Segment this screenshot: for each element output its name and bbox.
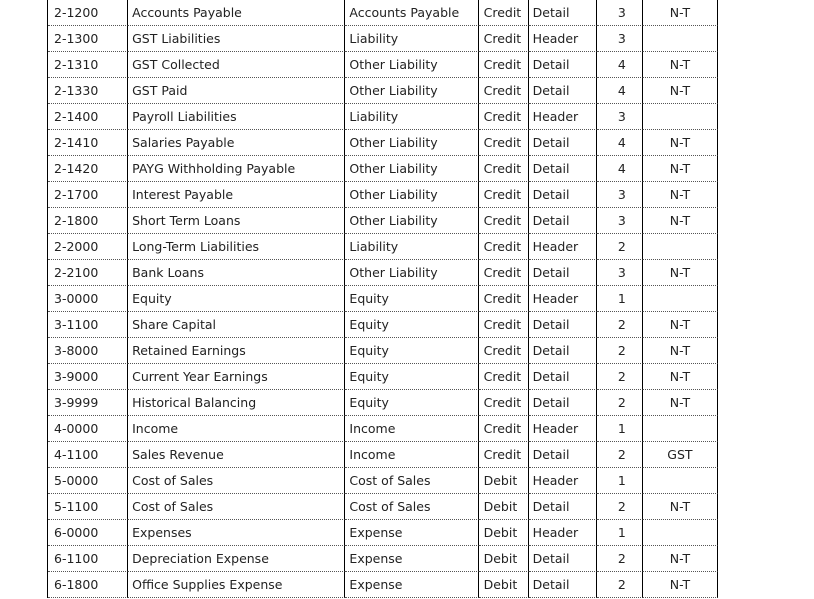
- account-name-cell: Accounts Payable: [128, 0, 345, 26]
- header-detail-cell: Header: [529, 520, 597, 546]
- table-row: [48, 312, 718, 338]
- debit-credit-cell: Credit: [479, 130, 529, 156]
- debit-credit-cell: Credit: [479, 260, 529, 286]
- debit-credit-cell: Credit: [479, 416, 529, 442]
- tax-code-cell: N-T: [643, 312, 718, 338]
- table-row: [48, 78, 718, 104]
- debit-credit-cell: Credit: [479, 208, 529, 234]
- header-detail-cell: Header: [529, 26, 597, 52]
- debit-credit-cell: Debit: [479, 494, 529, 520]
- table-row: [48, 416, 718, 442]
- tax-code-cell: [643, 26, 718, 52]
- tax-code-cell: N-T: [643, 364, 718, 390]
- table-row: [48, 182, 718, 208]
- tax-code-cell: [643, 104, 718, 130]
- account-code-cell: 6-0000: [48, 520, 128, 546]
- account-type-cell: Liability: [345, 104, 478, 130]
- account-type-cell: Other Liability: [345, 156, 478, 182]
- tax-code-cell: N-T: [643, 338, 718, 364]
- account-type-cell: Expense: [345, 572, 478, 598]
- tax-code-cell: GST: [643, 442, 718, 468]
- debit-credit-cell: Credit: [479, 286, 529, 312]
- account-type-cell: Other Liability: [345, 78, 478, 104]
- account-name-cell: Income: [128, 416, 345, 442]
- header-detail-cell: Detail: [529, 494, 597, 520]
- account-code-cell: 2-1700: [48, 182, 128, 208]
- debit-credit-cell: Credit: [479, 0, 529, 26]
- account-code-cell: 2-1330: [48, 78, 128, 104]
- account-level-cell: 3: [597, 104, 643, 130]
- tax-code-cell: [643, 286, 718, 312]
- header-detail-cell: Detail: [529, 52, 597, 78]
- header-detail-cell: Header: [529, 286, 597, 312]
- tax-code-cell: N-T: [643, 208, 718, 234]
- account-type-cell: Equity: [345, 286, 478, 312]
- header-detail-cell: Detail: [529, 338, 597, 364]
- header-detail-cell: Detail: [529, 364, 597, 390]
- tax-code-cell: [643, 468, 718, 494]
- debit-credit-cell: Credit: [479, 182, 529, 208]
- account-level-cell: 3: [597, 0, 643, 26]
- account-level-cell: 3: [597, 182, 643, 208]
- debit-credit-cell: Debit: [479, 546, 529, 572]
- account-level-cell: 2: [597, 546, 643, 572]
- account-type-cell: Equity: [345, 390, 478, 416]
- tax-code-cell: N-T: [643, 182, 718, 208]
- account-code-cell: 3-9000: [48, 364, 128, 390]
- table-row: [48, 260, 718, 286]
- account-type-cell: Other Liability: [345, 260, 478, 286]
- header-detail-cell: Detail: [529, 390, 597, 416]
- table-row: [48, 468, 718, 494]
- debit-credit-cell: Credit: [479, 312, 529, 338]
- account-level-cell: 4: [597, 78, 643, 104]
- tax-code-cell: N-T: [643, 572, 718, 598]
- account-name-cell: GST Paid: [128, 78, 345, 104]
- account-code-cell: 6-1800: [48, 572, 128, 598]
- header-detail-cell: Detail: [529, 442, 597, 468]
- account-type-cell: Equity: [345, 364, 478, 390]
- header-detail-cell: Detail: [529, 78, 597, 104]
- debit-credit-cell: Debit: [479, 520, 529, 546]
- account-code-cell: 3-1100: [48, 312, 128, 338]
- account-name-cell: Expenses: [128, 520, 345, 546]
- table-row: [48, 364, 718, 390]
- header-detail-cell: Header: [529, 104, 597, 130]
- table-body: [48, 0, 718, 598]
- account-name-cell: GST Liabilities: [128, 26, 345, 52]
- header-detail-cell: Detail: [529, 182, 597, 208]
- account-name-cell: Share Capital: [128, 312, 345, 338]
- chart-of-accounts-table: [47, 0, 718, 598]
- debit-credit-cell: Credit: [479, 234, 529, 260]
- table-row: [48, 156, 718, 182]
- table-row: [48, 390, 718, 416]
- account-name-cell: Current Year Earnings: [128, 364, 345, 390]
- account-type-cell: Expense: [345, 520, 478, 546]
- account-code-cell: 3-9999: [48, 390, 128, 416]
- account-level-cell: 2: [597, 312, 643, 338]
- account-level-cell: 3: [597, 208, 643, 234]
- account-level-cell: 2: [597, 494, 643, 520]
- account-level-cell: 2: [597, 338, 643, 364]
- account-type-cell: Income: [345, 416, 478, 442]
- account-name-cell: Sales Revenue: [128, 442, 345, 468]
- tax-code-cell: [643, 520, 718, 546]
- account-level-cell: 2: [597, 364, 643, 390]
- account-type-cell: Cost of Sales: [345, 468, 478, 494]
- account-level-cell: 2: [597, 234, 643, 260]
- table-row: [48, 130, 718, 156]
- table-row: [48, 338, 718, 364]
- tax-code-cell: N-T: [643, 52, 718, 78]
- header-detail-cell: Detail: [529, 156, 597, 182]
- tax-code-cell: N-T: [643, 156, 718, 182]
- header-detail-cell: Detail: [529, 260, 597, 286]
- table-row: [48, 286, 718, 312]
- account-name-cell: Historical Balancing: [128, 390, 345, 416]
- account-name-cell: Depreciation Expense: [128, 546, 345, 572]
- account-name-cell: Equity: [128, 286, 345, 312]
- account-code-cell: 6-1100: [48, 546, 128, 572]
- table-row: [48, 520, 718, 546]
- header-detail-cell: Header: [529, 416, 597, 442]
- table-row: [48, 208, 718, 234]
- account-type-cell: Cost of Sales: [345, 494, 478, 520]
- account-level-cell: 4: [597, 52, 643, 78]
- account-code-cell: 4-0000: [48, 416, 128, 442]
- account-code-cell: 5-1100: [48, 494, 128, 520]
- account-level-cell: 1: [597, 286, 643, 312]
- account-code-cell: 2-1420: [48, 156, 128, 182]
- account-level-cell: 3: [597, 260, 643, 286]
- account-code-cell: 2-2000: [48, 234, 128, 260]
- account-code-cell: 2-1800: [48, 208, 128, 234]
- account-type-cell: Other Liability: [345, 52, 478, 78]
- account-type-cell: Other Liability: [345, 130, 478, 156]
- debit-credit-cell: Credit: [479, 364, 529, 390]
- table-row: [48, 234, 718, 260]
- debit-credit-cell: Credit: [479, 338, 529, 364]
- account-name-cell: Payroll Liabilities: [128, 104, 345, 130]
- header-detail-cell: Header: [529, 468, 597, 494]
- header-detail-cell: Detail: [529, 208, 597, 234]
- account-name-cell: Short Term Loans: [128, 208, 345, 234]
- account-code-cell: 2-1400: [48, 104, 128, 130]
- account-level-cell: 1: [597, 520, 643, 546]
- header-detail-cell: Detail: [529, 546, 597, 572]
- account-type-cell: Equity: [345, 312, 478, 338]
- table-row: [48, 572, 718, 598]
- account-code-cell: 2-1200: [48, 0, 128, 26]
- table-row: [48, 442, 718, 468]
- accounts-table-wrapper: [47, 0, 718, 598]
- table-row: [48, 546, 718, 572]
- account-code-cell: 4-1100: [48, 442, 128, 468]
- account-code-cell: 2-2100: [48, 260, 128, 286]
- table-row: [48, 104, 718, 130]
- table-row: [48, 0, 718, 26]
- debit-credit-cell: Credit: [479, 104, 529, 130]
- account-name-cell: GST Collected: [128, 52, 345, 78]
- account-name-cell: Office Supplies Expense: [128, 572, 345, 598]
- tax-code-cell: N-T: [643, 0, 718, 26]
- account-name-cell: Bank Loans: [128, 260, 345, 286]
- debit-credit-cell: Credit: [479, 442, 529, 468]
- account-name-cell: Interest Payable: [128, 182, 345, 208]
- header-detail-cell: Detail: [529, 130, 597, 156]
- account-name-cell: Cost of Sales: [128, 468, 345, 494]
- header-detail-cell: Detail: [529, 312, 597, 338]
- header-detail-cell: Detail: [529, 0, 597, 26]
- account-level-cell: 2: [597, 390, 643, 416]
- debit-credit-cell: Credit: [479, 156, 529, 182]
- account-name-cell: Long-Term Liabilities: [128, 234, 345, 260]
- account-name-cell: Retained Earnings: [128, 338, 345, 364]
- account-code-cell: 5-0000: [48, 468, 128, 494]
- account-name-cell: PAYG Withholding Payable: [128, 156, 345, 182]
- account-code-cell: 2-1310: [48, 52, 128, 78]
- debit-credit-cell: Credit: [479, 390, 529, 416]
- account-type-cell: Liability: [345, 234, 478, 260]
- account-name-cell: Cost of Sales: [128, 494, 345, 520]
- account-type-cell: Other Liability: [345, 208, 478, 234]
- tax-code-cell: N-T: [643, 494, 718, 520]
- account-level-cell: 1: [597, 416, 643, 442]
- table-row: [48, 494, 718, 520]
- account-level-cell: 4: [597, 130, 643, 156]
- tax-code-cell: N-T: [643, 546, 718, 572]
- tax-code-cell: N-T: [643, 260, 718, 286]
- account-level-cell: 3: [597, 26, 643, 52]
- tax-code-cell: N-T: [643, 78, 718, 104]
- account-type-cell: Expense: [345, 546, 478, 572]
- tax-code-cell: [643, 416, 718, 442]
- debit-credit-cell: Debit: [479, 572, 529, 598]
- debit-credit-cell: Credit: [479, 26, 529, 52]
- account-code-cell: 2-1300: [48, 26, 128, 52]
- debit-credit-cell: Credit: [479, 78, 529, 104]
- debit-credit-cell: Credit: [479, 52, 529, 78]
- header-detail-cell: Header: [529, 234, 597, 260]
- account-type-cell: Equity: [345, 338, 478, 364]
- header-detail-cell: Detail: [529, 572, 597, 598]
- account-code-cell: 2-1410: [48, 130, 128, 156]
- account-level-cell: 1: [597, 468, 643, 494]
- account-type-cell: Accounts Payable: [345, 0, 478, 26]
- account-level-cell: 2: [597, 572, 643, 598]
- table-row: [48, 26, 718, 52]
- account-name-cell: Salaries Payable: [128, 130, 345, 156]
- account-level-cell: 4: [597, 156, 643, 182]
- tax-code-cell: N-T: [643, 390, 718, 416]
- account-type-cell: Other Liability: [345, 182, 478, 208]
- table-row: [48, 52, 718, 78]
- account-level-cell: 2: [597, 442, 643, 468]
- account-type-cell: Liability: [345, 26, 478, 52]
- account-code-cell: 3-0000: [48, 286, 128, 312]
- tax-code-cell: [643, 234, 718, 260]
- account-code-cell: 3-8000: [48, 338, 128, 364]
- debit-credit-cell: Debit: [479, 468, 529, 494]
- tax-code-cell: N-T: [643, 130, 718, 156]
- account-type-cell: Income: [345, 442, 478, 468]
